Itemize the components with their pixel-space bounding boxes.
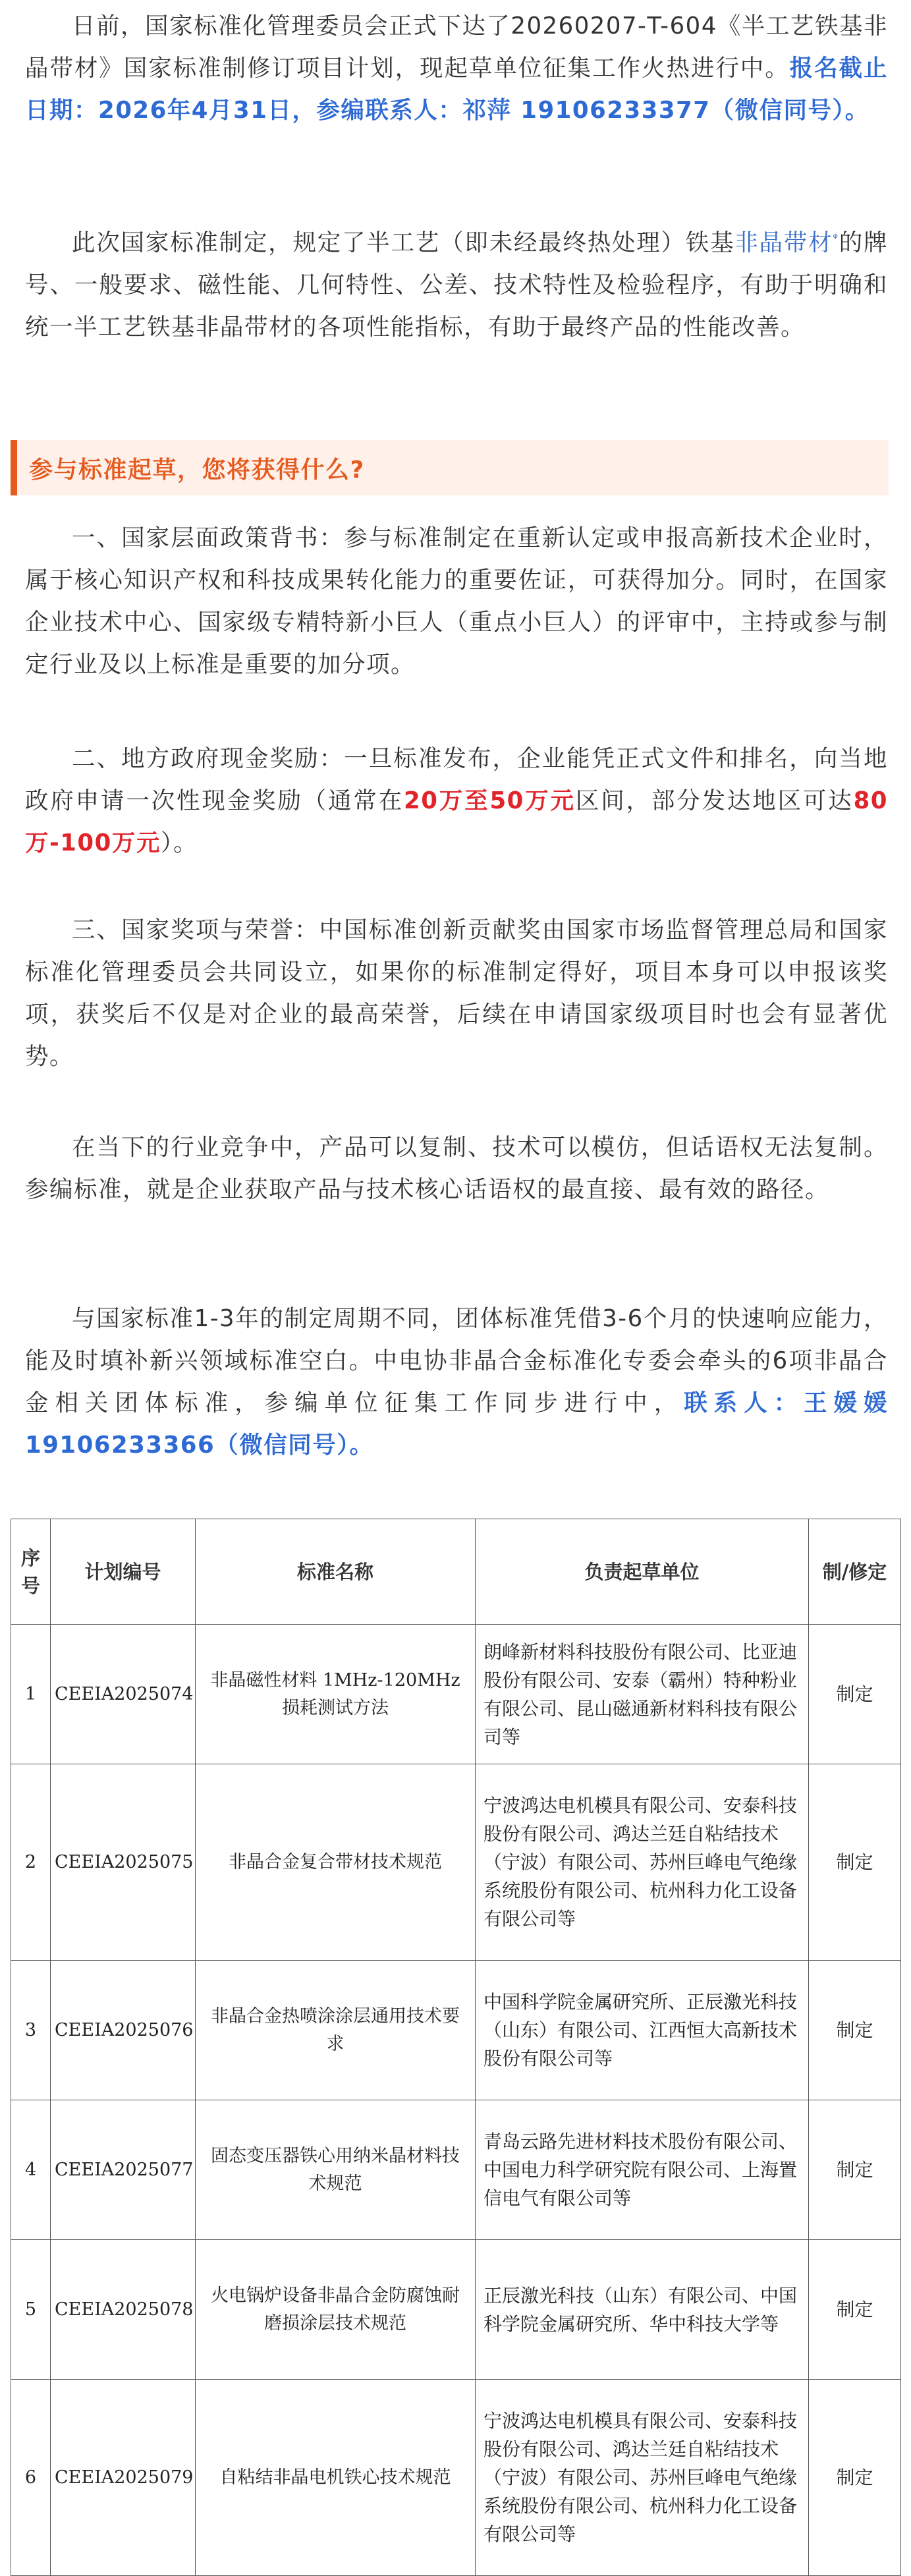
group-standard-paragraph xyxy=(25,1298,888,1467)
header-no: 序号 xyxy=(11,1519,51,1625)
benefit-cash-reward xyxy=(25,738,888,864)
row-kind: 制定 xyxy=(809,2100,901,2240)
row-kind: 制定 xyxy=(809,1625,901,1764)
row-kind: 制定 xyxy=(809,1961,901,2100)
keyword-link[interactable]: 非晶带材 xyxy=(734,229,833,256)
intro-paragraph xyxy=(25,5,888,132)
row-unit: 正辰激光科技（山东）有限公司、中国科学院金属研究所、华中科技大学等 xyxy=(476,2240,809,2380)
row-code: CEEIA2025078 xyxy=(51,2240,196,2380)
row-no: 5 xyxy=(11,2240,51,2380)
row-kind: 制定 xyxy=(809,1764,901,1961)
section-heading: 参与标准起草，您将获得什么? xyxy=(11,440,889,495)
row-no: 2 xyxy=(11,1764,51,1961)
standards-table xyxy=(11,1519,901,2576)
benefit-cash-text-1: 二、地方政府现金奖励：一旦标准发布，企业能凭正式文件和排名，向当地政府申请一次性现金奖励（通常在 xyxy=(25,745,888,814)
row-no: 1 xyxy=(11,1625,51,1764)
header-kind: 制/修定 xyxy=(809,1519,901,1625)
row-unit: 中国科学院金属研究所、正辰激光科技（山东）有限公司、江西恒大高新技术股份有限公司等 xyxy=(476,1961,809,2100)
group-standard-text: 与国家标准1-3年的制定周期不同，团体标准凭借3-6个月的快速响应能力，能及时填补新兴领域标准空白。中电协非晶合金标准化专委会牵头的6项非晶合金相关团体标准，参编单位征集工作同步进行中， xyxy=(25,1305,888,1416)
table-row xyxy=(11,1961,901,2100)
scope-text-start: 此次国家标准制定，规定了半工艺（即未经最终热处理）铁基 xyxy=(72,229,735,256)
benefit-cash-text-3: ）。 xyxy=(160,829,198,856)
search-icon[interactable]: ᵠ xyxy=(833,231,839,245)
table-row xyxy=(11,2380,901,2576)
benefit-award: 三、国家奖项与荣誉：中国标准创新贡献奖由国家市场监督管理总局和国家标准化管理委员会共同设立，如果你的标准制定得好，项目本身可以申报该奖项，获奖后不仅是对企业的最高荣誉，后续在申请国家级项目时也会有显著优势。 xyxy=(25,916,888,1070)
header-code: 计划编号 xyxy=(51,1519,196,1625)
scope-text-end: 的牌号、一般要求、磁性能、几何特性、公差、技术特性及检验程序，有助于明确和统一半工艺铁基非晶带材的各项性能指标，有助于最终产品的性能改善。 xyxy=(25,229,888,341)
row-name: 固态变压器铁心用纳米晶材料技术规范 xyxy=(196,2100,476,2240)
table-row xyxy=(11,2240,901,2380)
row-name: 自粘结非晶电机铁心技术规范 xyxy=(196,2380,476,2576)
row-unit: 宁波鸿达电机模具有限公司、安泰科技股份有限公司、鸿达兰廷自粘结技术（宁波）有限公司、苏州巨峰电气绝缘系统股份有限公司、杭州科力化工设备有限公司等 xyxy=(476,1764,809,1961)
benefit-policy: 一、国家层面政策背书：参与标准制定在重新认定或申报高新技术企业时，属于核心知识产权和科技成果转化能力的重要佐证，可获得加分。同时，在国家企业技术中心、国家级专精特新小巨人（重点小巨人）的评审中，主持或参与制定行业及以上标准是重要的加分项。 xyxy=(25,524,888,678)
table-row xyxy=(11,1625,901,1764)
row-name: 非晶合金复合带材技术规范 xyxy=(196,1764,476,1961)
row-kind: 制定 xyxy=(809,2380,901,2576)
row-code: CEEIA2025075 xyxy=(51,1764,196,1961)
row-kind: 制定 xyxy=(809,2240,901,2380)
row-unit: 宁波鸿达电机模具有限公司、安泰科技股份有限公司、鸿达兰廷自粘结技术（宁波）有限公司、苏州巨峰电气绝缘系统股份有限公司、杭州科力化工设备有限公司等 xyxy=(476,2380,809,2576)
row-code: CEEIA2025079 xyxy=(51,2380,196,2576)
standards-table-wrapper xyxy=(11,1519,900,2576)
row-code: CEEIA2025077 xyxy=(51,2100,196,2240)
reward-amount-high: 80万-100万元 xyxy=(25,787,888,856)
benefit-cash-text-2: 区间，部分发达地区可达 xyxy=(575,787,854,814)
row-name: 非晶磁性材料 1MHz-120MHz损耗测试方法 xyxy=(196,1625,476,1764)
row-no: 4 xyxy=(11,2100,51,2240)
intro-text: 日前，国家标准化管理委员会正式下达了20260207-T-604《半工艺铁基非晶带材》国家标准制修订项目计划，现起草单位征集工作火热进行中。 xyxy=(25,13,888,82)
table-row xyxy=(11,2100,901,2240)
row-no: 3 xyxy=(11,1961,51,2100)
header-name: 标准名称 xyxy=(196,1519,476,1625)
row-code: CEEIA2025074 xyxy=(51,1625,196,1764)
registration-deadline: 报名截止日期：2026年4月31日，参编联系人：祁萍 19106233377（微信同号）。 xyxy=(25,55,888,124)
row-no: 6 xyxy=(11,2380,51,2576)
header-unit: 负责起草单位 xyxy=(476,1519,809,1625)
row-name: 火电锅炉设备非晶合金防腐蚀耐磨损涂层技术规范 xyxy=(196,2240,476,2380)
group-contact: 联系人：王媛媛19106233366（微信同号）。 xyxy=(25,1389,888,1459)
row-unit: 朗峰新材料科技股份有限公司、比亚迪股份有限公司、安泰（霸州）特种粉业有限公司、昆山磁通新材料科技有限公司等 xyxy=(476,1625,809,1764)
table-row xyxy=(11,1764,901,1961)
row-name: 非晶合金热喷涂涂层通用技术要求 xyxy=(196,1961,476,2100)
scope-paragraph xyxy=(25,217,888,349)
competition-paragraph: 在当下的行业竞争中，产品可以复制、技术可以模仿，但话语权无法复制。参编标准，就是企业获取产品与技术核心话语权的最直接、最有效的路径。 xyxy=(25,1134,888,1203)
row-unit: 青岛云路先进材料技术股份有限公司、中国电力科学研究院有限公司、上海置信电气有限公司等 xyxy=(476,2100,809,2240)
reward-amount-range: 20万至50万元 xyxy=(404,787,576,814)
row-code: CEEIA2025076 xyxy=(51,1961,196,2100)
table-header-row xyxy=(11,1519,901,1625)
